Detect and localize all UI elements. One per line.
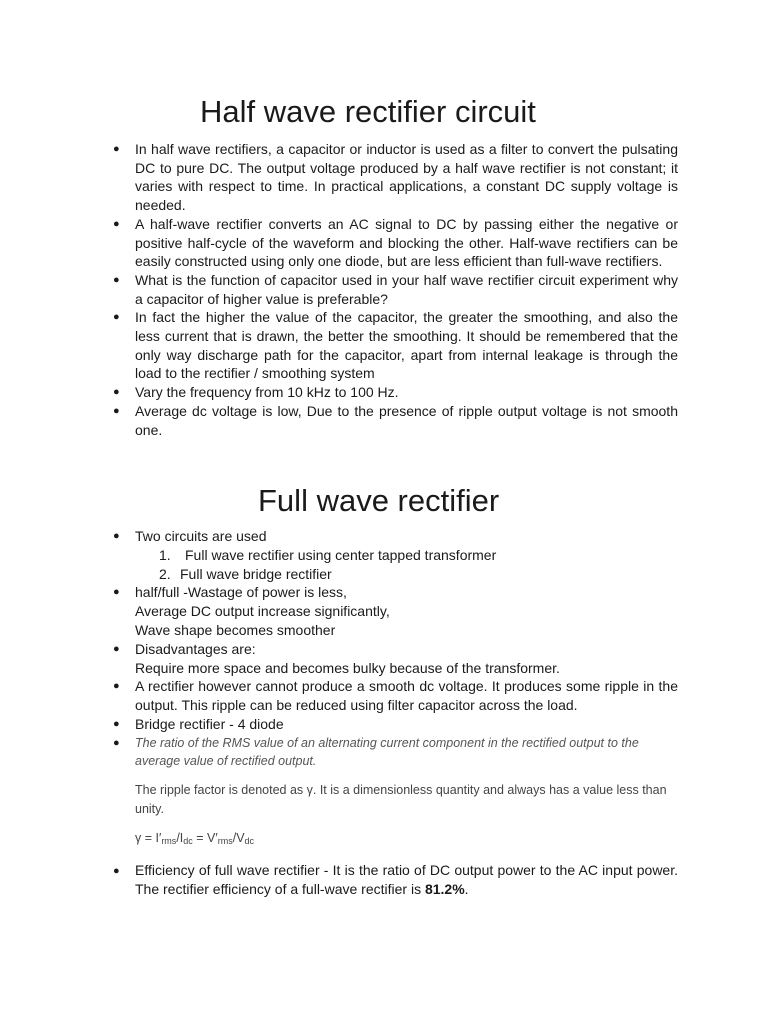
list-item: ● Efficiency of full wave rectifier - It is the ratio of DC output power to the AC input power. The rectifier efficiency of a full-wave rectifier is 81.2%. [113,861,678,897]
bullet-icon: ● [113,530,120,542]
list-item: ● What is the function of capacitor used in your half wave rectifier circuit experiment why a capacitor of higher value is preferable? [113,271,678,307]
section-title-full-wave: Full wave rectifier [258,483,500,518]
bullet-icon: ● [113,586,120,599]
numbered-item: 2. Full wave bridge rectifier [159,565,332,582]
section-title-half-wave: Half wave rectifier circuit [200,94,536,129]
numbered-item: 1. Full wave rectifier using center tapped transformer [159,546,497,563]
bullet-icon: ● [113,864,120,877]
list-item: ● Two circuits are used 1. Full wave rectifier using center tapped transformer 2. Full wave bridge rectifier [135,527,678,583]
bullet-icon: ● [113,217,120,230]
efficiency-value: 81.2% [424,880,465,897]
bullet-icon: ● [113,736,120,749]
list-item: ● Bridge rectifier - 4 diode [113,715,284,732]
list-item: ● Disadvantages are: Require more space and becomes bulky because of the transformer. [113,640,560,676]
list-item: ● The ratio of the RMS value of an alternating current component in the rectified output to the average value of rectified output. The ripple factor is denoted as γ. It is a dimensionless quantity and always has a value less than unity. $\gamma = I'_{rms}/I_{dc} = V'_{rms}/V_{dc}$ [135,734,678,849]
bullet-icon: ● [113,680,120,693]
bullet-icon: ● [113,642,120,655]
list-item: ● half/full -Wastage of power is less, Average DC output increase significantly, Wave shape becomes smoother [113,584,390,638]
bullet-icon: ● [113,311,120,324]
list-item: ● Average dc voltage is low, Due to the presence of ripple output voltage is not smooth one. [113,402,678,438]
bullet-icon: ● [113,386,120,399]
half-wave-bullet-list [113,140,678,439]
ripple-factor-text: The ripple factor is denoted as γ. It is a dimensionless quantity and always has a value less than unity. [135,782,667,816]
full-wave-bullet-list [113,527,678,898]
bullet-icon: ● [113,717,120,730]
bullet-icon: ● [113,143,120,155]
bullet-icon: ● [113,404,120,417]
ripple-formula: $\gamma = I'_{rms}/I_{dc} = V'_{rms}/V_{dc}$ [135,830,255,846]
list-item: ● A rectifier however cannot produce a smooth dc voltage. It produces some ripple in the output. This ripple can be reduced using filter capacitor across the load. [113,678,678,714]
list-item: ● In fact the higher the value of the capacitor, the greater the smoothing, and also the less current that is drawn, the better the smoothing. It should be remembered that the only way discharge path for the capacitor, apart from internal leakage is through the load to the rectifier / smoothing system [113,309,678,382]
list-item: ● Vary the frequency from 10 kHz to 100 Hz. [113,384,399,401]
list-item: ● A half-wave rectifier converts an AC signal to DC by passing either the negative or positive half-cycle of the waveform and blocking the other. Half-wave rectifiers can be easily constructed using only one diode, but are less efficient than full-wave rectifiers. [113,215,678,270]
bullet-icon: ● [113,273,120,286]
list-item: ● In half wave rectifiers, a capacitor or inductor is used as a filter to convert the pulsating DC to pure DC. The output voltage produced by a half wave rectifier is not constant; it varies with respect to time. In practical applications, a constant DC supply voltage is needed. [113,141,678,214]
